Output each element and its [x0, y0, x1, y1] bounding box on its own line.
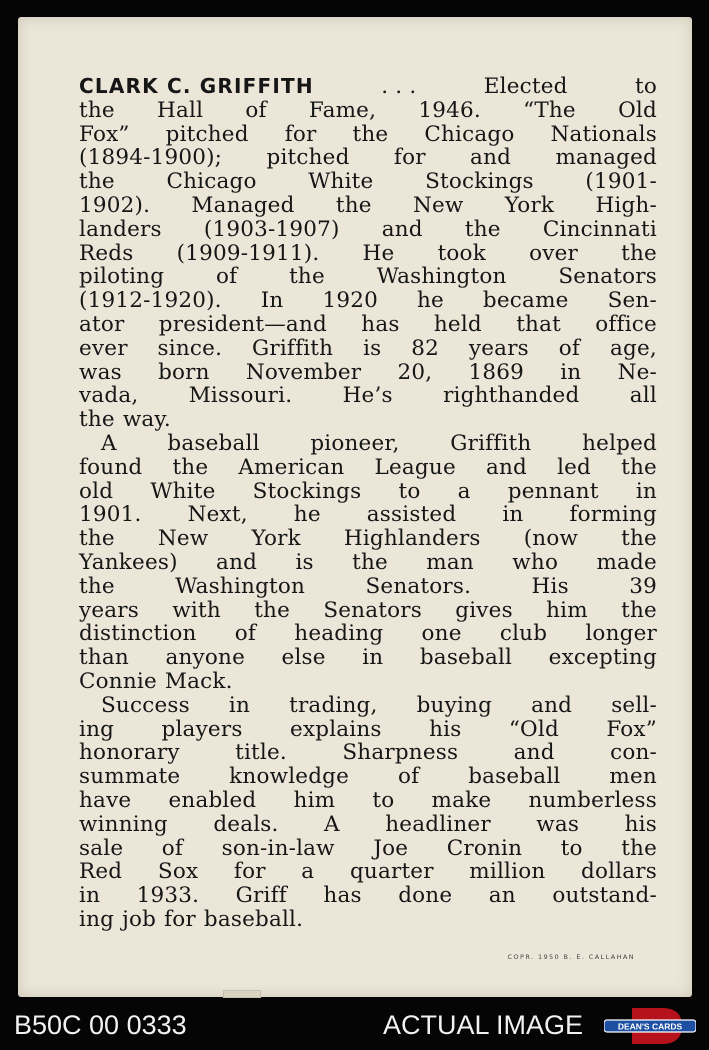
text-word: 1933. — [136, 883, 200, 909]
text-word: ing — [79, 716, 115, 742]
text-word: over — [529, 240, 578, 266]
text-word: (1912-1920). — [79, 288, 222, 314]
text-word: club — [499, 621, 548, 647]
text-word: held — [433, 311, 482, 337]
text-word: Chicago — [424, 121, 515, 147]
text-word: Stockings — [252, 478, 362, 504]
text-line — [79, 194, 657, 218]
text-word: the — [352, 549, 388, 575]
text-word: . . . — [381, 74, 417, 99]
text-word: with — [172, 597, 221, 623]
text-word: Joe — [373, 835, 409, 861]
text-line — [79, 170, 657, 194]
text-word: 1920 — [322, 288, 378, 314]
text-word: knowledge — [229, 764, 350, 790]
text-word: the — [79, 407, 115, 433]
text-word: was — [79, 359, 122, 385]
text-word: a — [457, 478, 471, 504]
text-word: Griffith — [251, 335, 334, 361]
text-word: American — [238, 454, 345, 480]
text-word: Ne- — [617, 359, 657, 385]
text-word: 1901. — [79, 502, 142, 528]
text-line — [79, 575, 657, 599]
text-line — [79, 313, 657, 337]
text-word: (1901- — [585, 169, 657, 195]
text-word: else — [281, 645, 326, 671]
text-word: for — [164, 906, 196, 932]
text-word: piloting — [79, 264, 165, 290]
text-word: Connie — [79, 668, 157, 694]
text-word: to — [398, 478, 421, 504]
text-word: the — [254, 597, 291, 623]
inventory-code: B50C 00 0333 — [14, 1010, 187, 1040]
text-word: heading — [294, 621, 384, 647]
text-word: in — [635, 478, 657, 504]
text-word: for — [233, 859, 266, 885]
text-word: quarter — [349, 859, 434, 885]
text-word: 1902). — [79, 192, 151, 218]
text-word: forming — [569, 502, 657, 528]
text-word: Reds — [79, 240, 134, 266]
text-word: age, — [609, 335, 657, 361]
text-word: an — [488, 883, 516, 909]
text-word: righthanded — [443, 383, 580, 409]
card-biography-text — [79, 75, 657, 932]
text-word: done — [398, 883, 453, 909]
text-word: has — [323, 883, 362, 909]
text-word: (1909-1911). — [176, 240, 320, 266]
text-word: the — [621, 835, 657, 861]
text-word: gives — [455, 597, 513, 623]
text-word: A — [101, 430, 117, 456]
text-word: found — [79, 454, 143, 480]
text-word: White — [150, 478, 216, 504]
text-line — [79, 741, 657, 765]
text-word: Senators. — [365, 573, 472, 599]
text-word: Sharpness — [342, 740, 459, 766]
text-word: Chicago — [166, 169, 257, 195]
text-word: old — [79, 478, 114, 504]
text-word: Yankees) — [79, 549, 178, 575]
text-word: in — [502, 502, 524, 528]
text-line — [79, 694, 657, 718]
text-word: and — [485, 454, 527, 480]
text-word: Sox — [157, 859, 199, 885]
text-word: the — [352, 121, 389, 147]
text-word: of — [397, 764, 420, 790]
text-word: the — [79, 169, 115, 195]
text-word: outstand- — [552, 883, 657, 909]
text-word: con- — [610, 740, 657, 766]
text-line — [79, 551, 657, 575]
text-word: (1894-1900); — [79, 145, 223, 171]
text-line — [79, 718, 657, 742]
text-line — [79, 75, 657, 99]
text-word: pioneer, — [310, 430, 400, 456]
text-line — [79, 218, 657, 242]
text-word: 1869 — [468, 359, 525, 385]
text-word: the — [79, 573, 115, 599]
text-word: Stockings — [425, 169, 534, 195]
text-word: is — [363, 335, 382, 361]
text-word: “Old — [508, 716, 559, 742]
text-word: Missouri. — [188, 383, 293, 409]
text-word: Elected — [483, 74, 568, 99]
text-line — [79, 408, 657, 432]
text-line — [79, 789, 657, 813]
text-word: and — [513, 740, 555, 766]
text-word: to — [372, 787, 395, 813]
deans-cards-logo — [604, 1006, 696, 1046]
text-word: White — [308, 169, 374, 195]
text-word: a — [301, 859, 315, 885]
text-word: pennant — [507, 478, 599, 504]
text-word: of — [234, 621, 257, 647]
text-word: born — [158, 359, 210, 385]
text-word: in — [560, 359, 582, 385]
text-word: make — [431, 787, 492, 813]
text-word: him — [546, 597, 588, 623]
text-word: He — [362, 240, 395, 266]
text-word: distinction — [79, 621, 197, 647]
text-word: Success — [101, 692, 190, 718]
text-word: office — [595, 311, 657, 337]
text-word: Mack. — [164, 668, 233, 694]
text-word: in — [362, 645, 384, 671]
card-edge-tab — [223, 990, 261, 998]
text-word: the — [621, 240, 657, 266]
text-word: led — [557, 454, 592, 480]
text-line — [79, 146, 657, 170]
text-word: his — [624, 811, 657, 837]
text-word: 1946. — [418, 97, 481, 123]
text-word: years — [468, 335, 529, 361]
text-word: of — [558, 335, 581, 361]
text-word: York — [504, 192, 555, 218]
text-line — [79, 527, 657, 551]
text-word: York — [251, 526, 301, 552]
text-word: “The — [523, 97, 576, 123]
text-word: Griff — [235, 883, 287, 909]
text-word: sale — [79, 835, 124, 861]
text-word: for — [393, 145, 426, 171]
text-word: excepting — [548, 645, 657, 671]
text-word: of — [215, 264, 238, 290]
text-word: to — [634, 74, 657, 99]
text-word: High- — [595, 192, 657, 218]
text-word: helped — [582, 430, 657, 456]
text-word: and — [531, 692, 573, 718]
text-word: one — [421, 621, 462, 647]
text-word: baseball — [468, 764, 561, 790]
text-word: (1903-1907) — [203, 216, 340, 242]
logo-text: DEAN'S CARDS — [617, 1021, 683, 1032]
text-word: A — [324, 811, 340, 837]
text-word: Highlanders — [343, 526, 481, 552]
text-word: and — [381, 216, 423, 242]
text-word: the — [335, 192, 372, 218]
text-line — [79, 908, 657, 932]
text-line — [79, 503, 657, 527]
text-word: November — [245, 359, 362, 385]
text-word: Nationals — [550, 121, 657, 147]
text-word: the — [79, 526, 115, 552]
text-line — [79, 813, 657, 837]
text-word: for — [284, 121, 317, 147]
text-word: that — [516, 311, 561, 337]
text-word: deals. — [213, 811, 279, 837]
text-word: headliner — [385, 811, 491, 837]
text-word: have — [79, 787, 132, 813]
text-word: assisted — [366, 502, 457, 528]
text-line — [79, 884, 657, 908]
text-word: Sen- — [607, 288, 657, 314]
text-word: Next, — [187, 502, 248, 528]
text-word: the — [621, 597, 657, 623]
text-word: Old — [618, 97, 657, 123]
text-line — [79, 622, 657, 646]
text-word: his — [429, 716, 462, 742]
player-name: CLARK C. GRIFFITH — [79, 74, 314, 98]
text-word: In — [260, 288, 284, 314]
text-word: in — [228, 692, 251, 718]
text-word: men — [609, 764, 657, 790]
text-word: landers — [79, 216, 162, 242]
text-word: baseball — [419, 645, 513, 671]
text-word: 20, — [397, 359, 433, 385]
text-line — [79, 384, 657, 408]
text-line — [79, 337, 657, 361]
text-word: who — [512, 549, 559, 575]
text-line — [79, 99, 657, 123]
text-word: man — [426, 549, 474, 575]
text-word: job — [122, 906, 157, 932]
text-word: sell- — [611, 692, 657, 718]
text-word: Hall — [157, 97, 204, 123]
text-word: title. — [235, 740, 287, 766]
text-line — [79, 361, 657, 385]
text-word: way. — [122, 407, 171, 433]
text-word: League — [374, 454, 456, 480]
text-word: New — [412, 192, 464, 218]
text-word: longer — [585, 621, 657, 647]
text-line — [79, 242, 657, 266]
text-line — [79, 480, 657, 504]
text-line — [79, 289, 657, 313]
text-word: than — [79, 645, 129, 671]
text-word: baseball — [167, 430, 260, 456]
text-word: him — [293, 787, 336, 813]
text-word: winning — [79, 811, 168, 837]
text-word: Fox” — [606, 716, 657, 742]
text-word: ever — [79, 335, 128, 361]
text-word: honorary — [79, 740, 180, 766]
text-word: he — [416, 288, 444, 314]
text-word: His — [531, 573, 569, 599]
text-word: enabled — [168, 787, 257, 813]
text-word: dollars — [581, 859, 657, 885]
text-word: was — [536, 811, 580, 837]
text-word: Washington — [376, 264, 507, 290]
text-word: became — [482, 288, 569, 314]
text-word: buying — [416, 692, 493, 718]
text-word: to — [560, 835, 583, 861]
text-word: pitched — [266, 145, 350, 171]
text-word: all — [629, 383, 657, 409]
text-word: anyone — [165, 645, 245, 671]
text-word: Cronin — [446, 835, 523, 861]
text-line — [79, 432, 657, 456]
text-word: Managed — [191, 192, 295, 218]
text-word: New — [157, 526, 209, 552]
text-word: pitched — [165, 121, 249, 147]
text-word: Senators — [558, 264, 657, 290]
text-line — [79, 670, 657, 694]
text-line — [79, 860, 657, 884]
text-word: the — [621, 454, 657, 480]
text-word: of — [245, 97, 267, 123]
text-word: made — [596, 549, 657, 575]
text-word: he — [293, 502, 321, 528]
text-line — [79, 123, 657, 147]
text-word: son-in-law — [221, 835, 335, 861]
text-word: has — [361, 311, 400, 337]
copyright-notice: COPR. 1950 B. E. CALLAHAN — [507, 953, 635, 961]
text-word: (now — [523, 526, 579, 552]
text-line — [79, 599, 657, 623]
text-word: the — [172, 454, 209, 480]
text-word: managed — [555, 145, 657, 171]
text-word: years — [79, 597, 139, 623]
text-word: players — [161, 716, 243, 742]
text-word: million — [469, 859, 546, 885]
text-word: Senators — [323, 597, 422, 623]
text-line — [79, 456, 657, 480]
text-word: Cincinnati — [542, 216, 657, 242]
text-word: the — [289, 264, 325, 290]
text-word: took — [437, 240, 486, 266]
text-word: of — [161, 835, 184, 861]
text-word: numberless — [528, 787, 657, 813]
text-word: baseball. — [203, 906, 304, 932]
text-word: and — [216, 549, 258, 575]
actual-image-caption: ACTUAL IMAGE — [383, 1010, 584, 1040]
text-word: 39 — [629, 573, 657, 599]
text-word: is — [295, 549, 314, 575]
text-word: and — [470, 145, 512, 171]
text-word: explains — [289, 716, 382, 742]
text-word: Fame, — [308, 97, 377, 123]
text-word: summate — [79, 764, 181, 790]
text-word: since. — [157, 335, 223, 361]
text-word: the — [79, 97, 115, 123]
baseball-card-back — [18, 17, 692, 997]
text-word: Griffith — [450, 430, 532, 456]
text-line — [79, 765, 657, 789]
text-word: Washington — [175, 573, 306, 599]
text-word: Red — [79, 859, 123, 885]
text-word: ing — [79, 906, 115, 932]
text-line — [79, 837, 657, 861]
text-word: 82 — [411, 335, 440, 361]
text-line — [79, 265, 657, 289]
text-word: the — [621, 526, 657, 552]
text-word: ator — [79, 311, 125, 337]
text-line — [79, 646, 657, 670]
text-word: trading, — [289, 692, 378, 718]
text-word: He’s — [342, 383, 393, 409]
text-word: president—and — [158, 311, 327, 337]
text-word: the — [464, 216, 501, 242]
text-word: Fox” — [79, 121, 130, 147]
text-word: in — [79, 883, 101, 909]
text-word: vada, — [79, 383, 139, 409]
